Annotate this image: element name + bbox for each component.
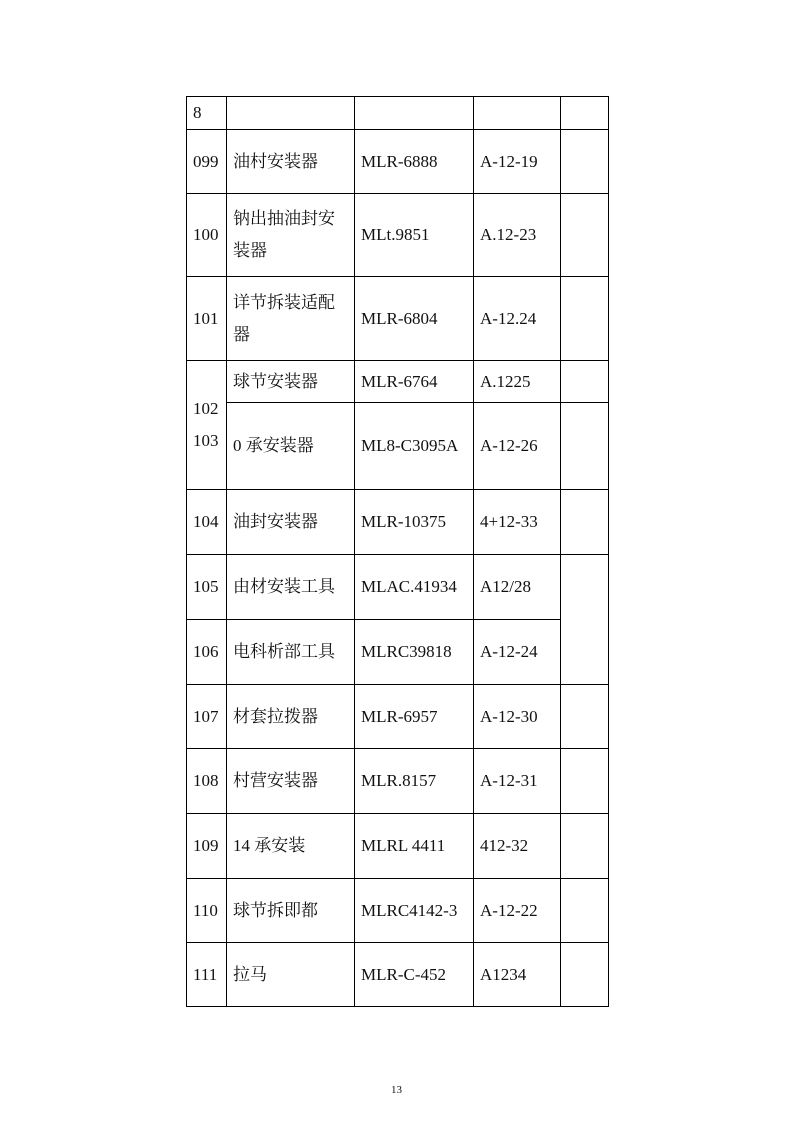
table-row: [187, 814, 609, 879]
part-code: MLR-10375: [355, 490, 474, 555]
row-number: 108: [187, 749, 227, 814]
reference: A-12-31: [474, 749, 561, 814]
row-number: 103: [193, 431, 219, 450]
tool-name: 球节拆即都: [227, 879, 355, 943]
extra-cell: [561, 490, 609, 555]
reference: 412-32: [474, 814, 561, 879]
table-row: [187, 194, 609, 277]
table-row: [187, 879, 609, 943]
part-code: MLR-6957: [355, 685, 474, 749]
tool-name: 村营安装器: [227, 749, 355, 814]
part-code: [355, 97, 474, 130]
extra-cell: [561, 361, 609, 403]
part-code: MLR-6888: [355, 130, 474, 194]
part-code: MLR-6804: [355, 277, 474, 361]
table-row: [187, 130, 609, 194]
extra-cell: [561, 403, 609, 490]
table-row: [187, 277, 609, 361]
row-number: 105: [187, 555, 227, 620]
tool-name: 油村安装器: [227, 130, 355, 194]
table-row: [187, 685, 609, 749]
tool-name: 材套拉拨器: [227, 685, 355, 749]
reference: A.12-23: [474, 194, 561, 277]
extra-cell: [561, 194, 609, 277]
row-number: 109: [187, 814, 227, 879]
part-code: MLR.8157: [355, 749, 474, 814]
extra-cell: [561, 685, 609, 749]
part-code: MLRC4142-3: [355, 879, 474, 943]
tool-name: 油封安装器: [227, 490, 355, 555]
reference: A-12-19: [474, 130, 561, 194]
table-row: [187, 490, 609, 555]
reference: A1234: [474, 943, 561, 1007]
reference: A-12-22: [474, 879, 561, 943]
tool-name: 由材安装工具: [227, 555, 355, 620]
extra-cell-merged: [561, 555, 609, 685]
row-number: 107: [187, 685, 227, 749]
reference: A-12.24: [474, 277, 561, 361]
tool-name: [227, 97, 355, 130]
tool-name: 拉马: [227, 943, 355, 1007]
table-row: [187, 943, 609, 1007]
part-code: MLRC39818: [355, 620, 474, 685]
tool-name: 钠出抽油封安装器: [227, 194, 355, 277]
extra-cell: [561, 879, 609, 943]
extra-cell: [561, 943, 609, 1007]
reference: A-12-30: [474, 685, 561, 749]
part-code: MLR-6764: [355, 361, 474, 403]
row-number-merged: [187, 361, 227, 490]
part-code: MLRL 4411: [355, 814, 474, 879]
reference: A-12-24: [474, 620, 561, 685]
table-row: [187, 361, 609, 403]
tool-name: 0 承安装器: [227, 403, 355, 490]
tools-table: [186, 96, 609, 1007]
extra-cell: [561, 277, 609, 361]
row-number: 106: [187, 620, 227, 685]
extra-cell: [561, 130, 609, 194]
table-row: [187, 403, 609, 490]
row-number: 104: [187, 490, 227, 555]
row-number: 110: [187, 879, 227, 943]
part-code: MLt.9851: [355, 194, 474, 277]
table-row: [187, 97, 609, 130]
table-row: [187, 749, 609, 814]
part-code: MLAC.41934: [355, 555, 474, 620]
tool-name: 14 承安装: [227, 814, 355, 879]
part-code: ML8-C3095A: [355, 403, 474, 490]
extra-cell: [561, 814, 609, 879]
extra-cell: [561, 97, 609, 130]
row-number: 101: [187, 277, 227, 361]
row-number: 111: [187, 943, 227, 1007]
reference: A.1225: [474, 361, 561, 403]
row-number: 102: [193, 399, 219, 418]
row-number: 099: [187, 130, 227, 194]
reference: A12/28: [474, 555, 561, 620]
page-number: 13: [391, 1084, 402, 1096]
tool-name: 详节拆装适配器: [227, 277, 355, 361]
row-number: 100: [187, 194, 227, 277]
extra-cell: [561, 749, 609, 814]
part-code: MLR-C-452: [355, 943, 474, 1007]
table-row: [187, 555, 609, 620]
reference: [474, 97, 561, 130]
reference: A-12-26: [474, 403, 561, 490]
tool-name: 球节安装器: [227, 361, 355, 403]
reference: 4+12-33: [474, 490, 561, 555]
row-number: 8: [187, 97, 227, 130]
tool-name: 电科析部工具: [227, 620, 355, 685]
table-row: [187, 620, 609, 685]
